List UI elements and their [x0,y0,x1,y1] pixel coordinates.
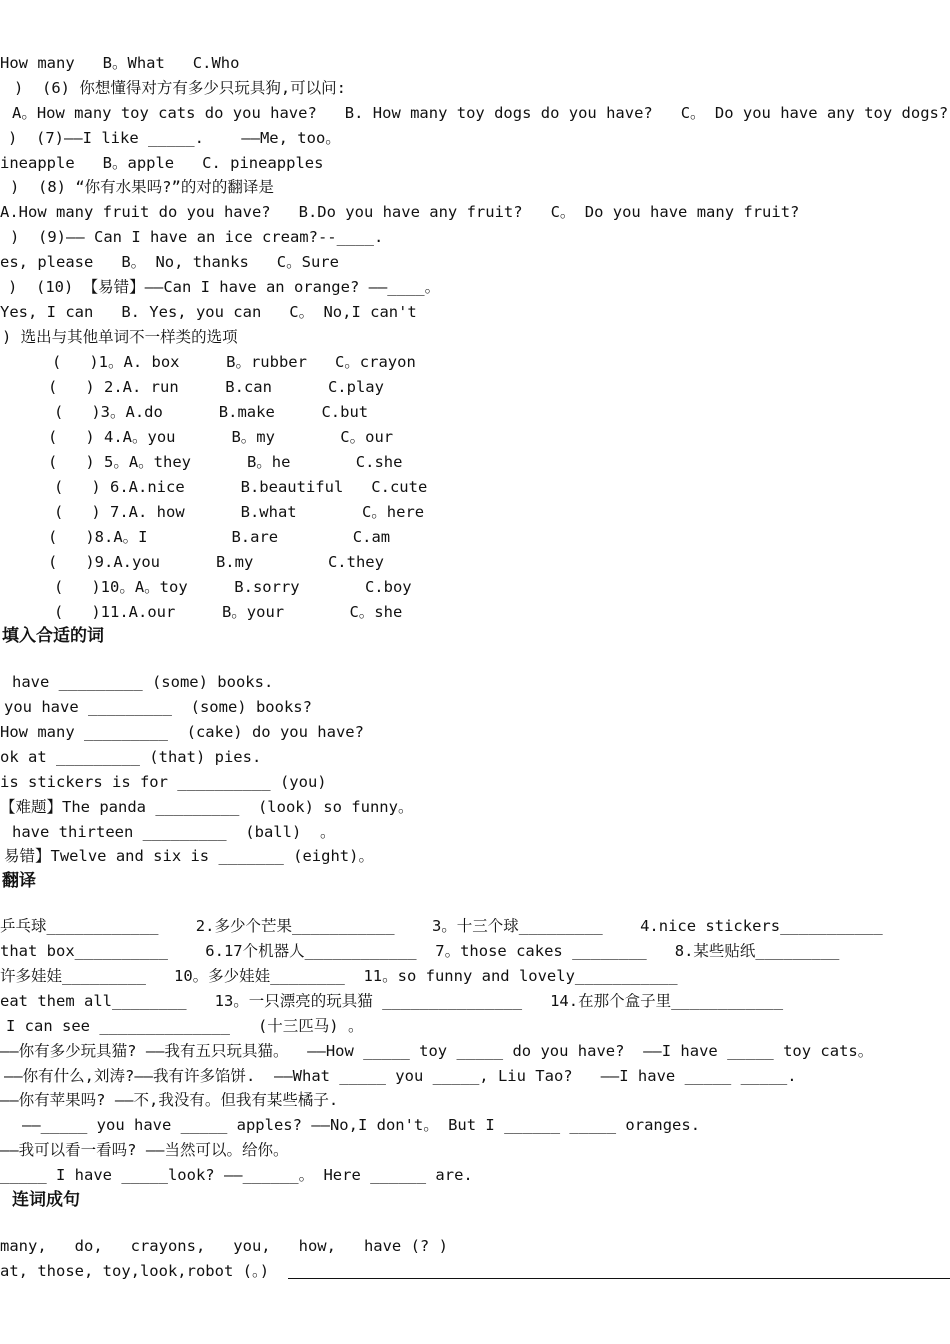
q6-options: A。How many toy cats do you have? B. How many toy dogs do you have? C。 Do you have any toy dogs? [12,104,949,122]
section-sentence-building-heading: 连词成句 [12,1190,80,1210]
section-fill-in-heading: 填入合适的词 [2,626,104,646]
dialogue-3-chinese: ——你有苹果吗? ——不,我没有。但我有某些橘子. [0,1091,339,1109]
q10-prompt: ) (10) 【易错】——Can I have an orange? ——____。 [8,278,441,296]
translate-row-1: 乒乓球____________ 2.多少个芒果___________ 3。十三个球_________ 4.nice stickers___________ [0,917,883,935]
translate-row-3: 许多娃娃_________ 10。多少娃娃________ 11。so funny and lovely___________ [0,967,678,985]
fill-in-item-5: is stickers is for __________ (you) [0,773,327,791]
q9-prompt: ) (9)—— Can I have an ice cream?--____. [10,228,384,246]
q8-options: A.How many fruit do you have? B.Do you have any fruit? C。 Do you have many fruit? [0,203,800,221]
q7-prompt: ) (7)——I like _____. ——Me, too。 [8,129,341,147]
q10-options: Yes, I can B. Yes, you can C。 No,I can't [0,303,417,321]
sentence-building-item-2: at, those, toy,look,robot (。) [0,1262,270,1280]
odd-one-out-item-2: ( ) 2.A. run B.can C.play [48,378,384,396]
dialogue-4-english: _____ I have _____look? ——______。 Here ______ are. [0,1166,473,1184]
fill-in-item-2: you have _________ (some) books? [4,698,312,716]
dialogue-2: ——你有什么,刘涛?——我有许多馅饼. ——What _____ you _____, Liu Tao? ——I have _____ _____. [4,1067,797,1085]
odd-one-out-item-10: ( )10。A。toy B.sorry C.boy [54,578,412,596]
odd-one-out-item-5: ( ) 5。A。they B。he C.she [48,453,403,471]
q7-options: ineapple B。apple C. pineapples [0,154,324,172]
odd-one-out-item-6: ( ) 6.A.nice B.beautiful C.cute [54,478,428,496]
odd-one-out-item-9: ( )9.A.you B.my C.they [48,553,384,571]
odd-one-out-item-4: ( ) 4.A。you B。my C。our [48,428,394,446]
q6-prompt: ) (6) 你想懂得对方有多少只玩具狗,可以问: [14,79,346,97]
fill-in-item-3: How many _________ (cake) do you have? [0,723,364,741]
section-odd-one-out-heading: ) 选出与其他单词不一样类的选项 [2,328,238,346]
odd-one-out-item-8: ( )8.A。I B.are C.am [48,528,391,546]
fill-in-item-7: have thirteen _________ (ball) 。 [12,823,336,841]
odd-one-out-item-7: ( ) 7.A. how B.what C。here [54,503,425,521]
fill-in-item-4: ok at _________ (that) pies. [0,748,262,766]
answer-line [288,1278,950,1279]
q5-options: How many B。What C.Who [0,54,240,72]
translate-row-5: I can see ______________ (十三匹马) 。 [6,1017,364,1035]
odd-one-out-item-11: ( )11.A.our B。your C。she [54,603,403,621]
fill-in-item-1: have _________ (some) books. [12,673,274,691]
sentence-building-item-1: many, do, crayons, you, how, have (? ) [0,1237,448,1255]
odd-one-out-item-1: ( )1。A. box B。rubber C。crayon [52,353,416,371]
dialogue-4-chinese: ——我可以看一看吗? ——当然可以。给你。 [0,1141,289,1159]
translate-row-2: that box__________ 6.17个机器人____________ 7。those cakes ________ 8.某些贴纸_________ [0,942,840,960]
fill-in-item-8: 易错】Twelve and six is _______ (eight)。 [4,847,374,865]
dialogue-3-english: ——_____ you have _____ apples? ——No,I don't。 But I ______ _____ oranges. [22,1116,701,1134]
fill-in-item-6: 【难题】The panda _________ (look) so funny。 [0,798,414,816]
q9-options: es, please B。 No, thanks C。Sure [0,253,339,271]
translate-row-4: eat them all________ 13。一只漂亮的玩具猫 _______________ 14.在那个盒子里____________ [0,992,784,1010]
odd-one-out-item-3: ( )3。A.do B.make C.but [54,403,369,421]
q8-prompt: ) (8) “你有水果吗?”的对的翻译是 [10,178,274,196]
section-translate-heading: 翻译 [2,871,36,891]
dialogue-1: ——你有多少玩具猫? ——我有五只玩具猫。 ——How _____ toy _____ do you have? ——I have _____ toy cats。 [0,1042,874,1060]
